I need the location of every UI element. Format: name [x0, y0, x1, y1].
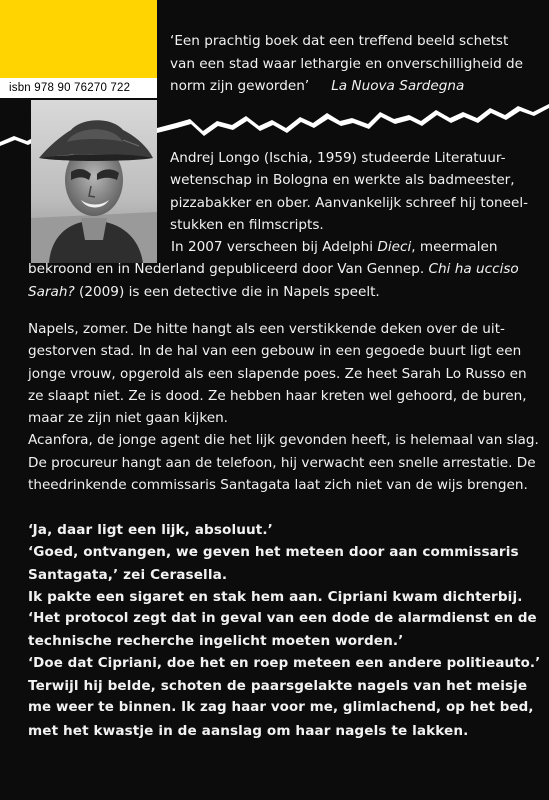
synopsis-line: maar ze zijn niet gaan kijken.	[28, 410, 229, 427]
bio-text: In 2007 verscheen bij Adelphi	[171, 239, 378, 255]
excerpt-line: technische recherche ingelicht moeten worden.’	[28, 633, 404, 650]
bio-text: bekroond en in Nederland gepubliceerd door Van Gennep.	[28, 261, 429, 278]
excerpt-line: met het kwastje in de aanslag om haar nagels te lakken.	[28, 722, 469, 739]
excerpt-line: Ik pakte een sigaret en stak hem aan. Cipriani kwam dichterbij.	[28, 588, 523, 605]
synopsis-line: ze slaapt niet. Ze is dood. Ze hebben haar kreten wel gehoord, de buren,	[28, 387, 527, 404]
bio-line: stukken en filmscripts.	[170, 216, 324, 233]
quote-line: van een stad waar lethargie en onverschilligheid de	[170, 55, 524, 72]
quote-line	[170, 75, 540, 98]
quote-source: La Nuova Sardegna	[331, 78, 465, 94]
synopsis-line: De procureur hangt aan de telefoon, hij verwacht een snelle arrestatie. De	[28, 454, 536, 471]
excerpt-line: ‘Ja, daar ligt een lijk, absoluut.’	[28, 522, 273, 538]
excerpt-line: me weer te binnen. Ik zag haar voor me, glimlachend, op het bed,	[28, 700, 534, 716]
excerpt-line: Santagata,’ zei Cerasella.	[28, 566, 228, 583]
synopsis-line: jonge vrouw, opgerold als een slapende poes. Ze heet Sarah Lo Russo en	[28, 365, 527, 382]
excerpt	[28, 519, 540, 742]
synopsis	[28, 318, 540, 496]
bio-text: , meermalen	[411, 239, 498, 255]
yellow-corner-block	[0, 0, 157, 78]
synopsis-line: Acanfora, de jonge agent die het lijk gevonden heeft, is helemaal van slag.	[28, 432, 539, 449]
bio-line	[28, 281, 540, 303]
bio-text: (2009) is een detective die in Napels speelt.	[74, 283, 380, 300]
author-bio-bottom	[28, 236, 540, 303]
excerpt-line: ‘Doe dat Cipriani, doe het en roep meteen een andere politieauto.’	[28, 655, 541, 671]
excerpt-line: Terwijl hij belde, schoten de paarsgelakte nagels van het meisje	[28, 678, 528, 695]
quote-line: ‘Een prachtig boek dat een treffend beeld schetst	[170, 33, 509, 49]
quote-line-text: norm zijn geworden’	[170, 78, 310, 94]
bio-line	[28, 258, 540, 280]
synopsis-line: Napels, zomer. De hitte hangt als een verstikkende deken over de uit-	[28, 321, 505, 337]
author-bio-top	[170, 147, 540, 236]
review-quote	[170, 30, 540, 98]
book-title-sarah: Chi ha ucciso	[428, 261, 519, 278]
bio-line: pizzabakker en ober. Aanvankelijk schreef hij toneel-	[170, 194, 529, 211]
isbn-label: isbn 978 90 76270 722	[0, 78, 157, 98]
bio-line	[28, 236, 540, 258]
bio-line: wetenschap in Bologna en werkte als badmeester,	[170, 172, 515, 189]
synopsis-line: gestorven stad. In de hal van een gebouw in een gegoede buurt ligt een	[28, 343, 522, 360]
book-title-sarah-end: Sarah?	[28, 283, 75, 300]
bio-line: Andrej Longo (Ischia, 1959) studeerde Literatuur-	[170, 150, 506, 166]
excerpt-line: ‘Goed, ontvangen, we geven het meteen door aan commissaris	[28, 544, 519, 561]
excerpt-line: ‘Het protocol zegt dat in geval van een dode de alarmdienst en de	[28, 611, 537, 627]
synopsis-line: theedrinkende commissaris Santagata laat zich niet van de wijs brengen.	[28, 477, 528, 494]
book-title-dieci: Dieci	[377, 239, 412, 255]
